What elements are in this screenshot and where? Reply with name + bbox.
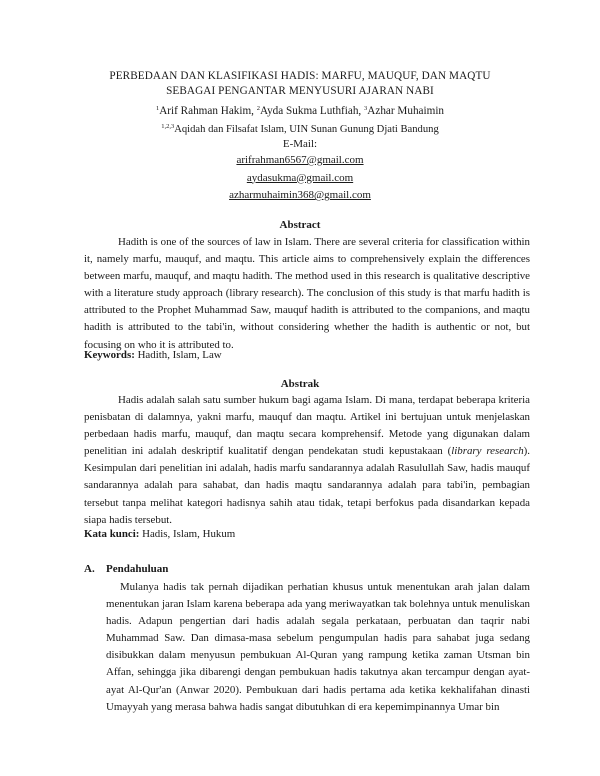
title-line-1: PERBEDAAN DAN KLASIFIKASI HADIS: MARFU, MAUQUF, DAN MAQTU: [109, 70, 491, 82]
abstrak-body-2: ). Kesimpulan dari penelitian ini adalah, hadis marfu sandarannya adalah Rasulullah Saw, hadis mauquf sandarannya adalah para sahabat, dan hadis maqtu sandarannya adalah para tabi'in, pembagian tersebut tanpa melihat kategori hadisnya sahih atau tidak, tetapi berfokus pada disandarkan kepada siapa hadis tersebut.: [84, 445, 530, 526]
author-1-number: 1: [155, 105, 160, 112]
kata-kunci-label: Kata kunci:: [84, 528, 140, 540]
keywords-line: [84, 347, 530, 363]
kata-kunci-line: [84, 526, 530, 542]
email-link-1[interactable]: arifrahman6567@gmail.com: [236, 154, 364, 166]
author-2-name: Ayda Sukma Luthfiah,: [260, 105, 362, 117]
author-3-name: Azhar Muhaimin: [367, 105, 445, 117]
abstract-heading: Abstract: [279, 219, 321, 231]
email-link-3[interactable]: azharmuhaimin368@gmail.com: [229, 189, 371, 201]
section-title: Pendahuluan: [106, 563, 169, 575]
section-heading: [84, 563, 168, 575]
title-line-2: SEBAGAI PENGANTAR MENYUSURI AJARAN NABI: [166, 85, 434, 97]
keywords-value: Hadith, Islam, Law: [137, 349, 222, 361]
abstrak-heading: Abstrak: [280, 378, 320, 390]
section-number: A.: [84, 563, 95, 575]
abstrak-text: [84, 392, 530, 529]
abstrak-body-1: Hadis adalah salah satu sumber hukum bagi agama Islam. Di mana, terdapat beberapa kriteria penisbatan di dalamnya, yakni marfu, mauquf dan maqtu. Artikel ini bertujuan untuk menjelaskan perbedaan hadis marfu, mauquf, dan maqtu secara komprehensif. Metode yang digunakan dalam penelitian ini adalah deskriptif kualitatif dengan pendekatan studi kepustakaan (: [84, 394, 530, 458]
keywords-label: Keywords:: [84, 349, 135, 361]
affiliation-text: Aqidah dan Filsafat Islam, UIN Sunan Gunung Djati Bandung: [174, 124, 439, 135]
author-1-name: Arif Rahman Hakim,: [159, 105, 254, 117]
author-list: [60, 101, 540, 119]
kata-kunci-value: Hadis, Islam, Hukum: [142, 528, 236, 540]
email-list: [60, 152, 540, 205]
author-2-number: 2: [256, 105, 261, 112]
affiliation-numbers: 1,2,3: [161, 123, 175, 130]
email-label: E-Mail:: [282, 138, 318, 150]
abstract-text: [84, 234, 530, 354]
section-paragraph: [106, 579, 530, 716]
abstrak-italic: library research: [451, 445, 524, 458]
paper-title: [70, 69, 530, 99]
author-3-number: 3: [364, 105, 368, 112]
email-link-2[interactable]: aydasukma@gmail.com: [246, 171, 354, 184]
section-body: Mulanya hadis tak pernah dijadikan perhatian khusus untuk menentukan arah jalan dalam menentukan jaran Islam karena beberapa ada yang meriwayatkan tak bolehnya untuk menuliskan hadis. Adapun pengertian dari hadis adalah segala perkataan, perbuatan dan taqrir nabi Muhammad Saw. Dan dimasa-masa sebelum pengumpulan hadis para sahabat juga sedang disibukkan dalam menyusun pembukuan Al-Quran yang rampung ketika zaman Utsman bin Affan, sehingga jika dibarengi dengan pembukuan hadis takutnya akan tercampur dengan ayat-ayat Al-Qur'an (Anwar 2020). Pembukuan dari hadis pertama ada ketika kekhalifahan dinasti Umayyah yang merasa bahwa hadis sangat dibutuhkan di era kepemimpinannya Umar bin: [106, 581, 530, 713]
abstract-body: Hadith is one of the sources of law in Islam. There are several criteria for classification within it, namely marfu, mauquf, and maqtu. This article aims to comprehensively explain the differences between marfu, mauquf, and maqtu hadith. The method used in this research is qualitative descriptive with a literature study approach (library research). The conclusion of this study is that marfu hadith is attributed to the Prophet Muhammad Saw, mauquf hadith is attributed to the companions, and maqtu hadith is attributed to the tabi'in, without considering whether the hadith is authentic or not, but focusing on who it is attributed to.: [84, 236, 530, 351]
